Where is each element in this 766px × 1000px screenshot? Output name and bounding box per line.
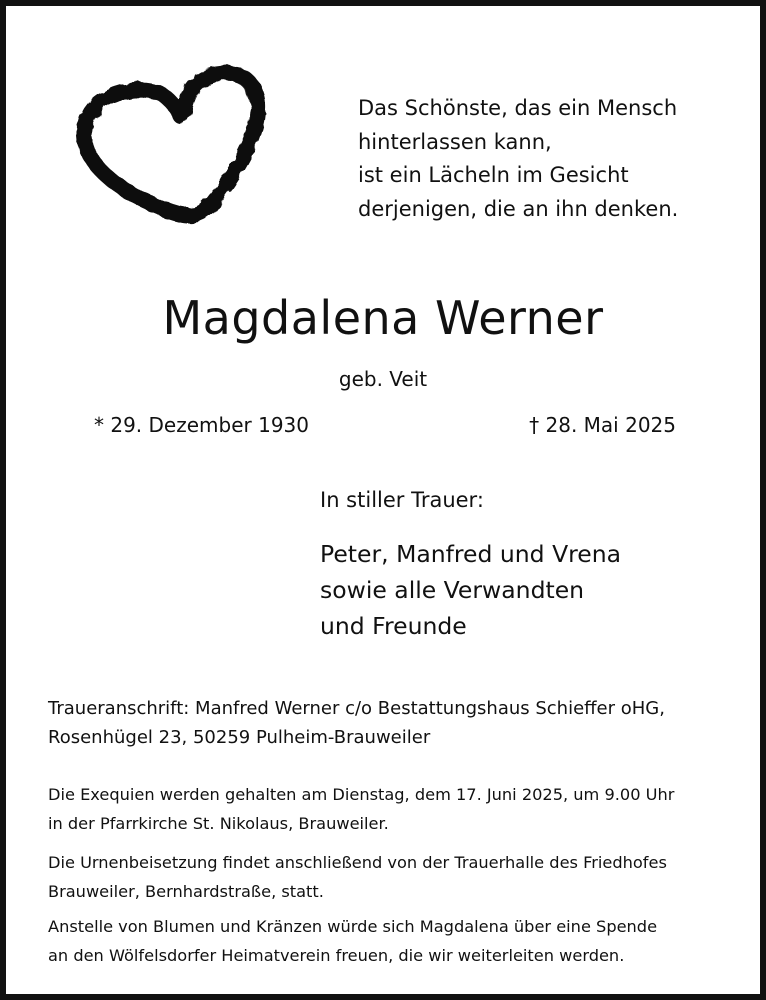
info-line: an den Wölfelsdorfer Heimatverein freuen, die wir weiterleiten werden.	[48, 946, 625, 965]
address-line: Traueranschrift: Manfred Werner c/o Bestattungshaus Schieffer oHG,	[48, 698, 665, 719]
death-date: † 28. Mai 2025	[529, 413, 676, 437]
mourners-list	[320, 536, 621, 644]
deceased-name: Magdalena Werner	[162, 291, 604, 345]
mourner-line: Peter, Manfred und Vrena	[320, 540, 622, 568]
poem-line: Das Schönste, das ein Mensch	[358, 96, 678, 120]
hand-drawn-heart-icon	[64, 58, 274, 233]
mourning-label: In stiller Trauer:	[320, 488, 484, 512]
mourner-line: sowie alle Verwandten	[320, 576, 585, 604]
poem-line: ist ein Lächeln im Gesicht	[358, 163, 629, 187]
address-line: Rosenhügel 23, 50259 Pulheim-Brauweiler	[48, 727, 431, 748]
mourner-line: und Freunde	[320, 612, 467, 640]
info-line: Brauweiler, Bernhardstraße, statt.	[48, 882, 324, 901]
poem	[358, 92, 718, 226]
birth-name: geb. Veit	[338, 367, 428, 391]
info-line: in der Pfarrkirche St. Nikolaus, Brauweiler.	[48, 814, 389, 833]
funeral-mass-info	[48, 780, 674, 838]
poem-line: derjenigen, die an ihn denken.	[358, 196, 679, 221]
info-line: Die Exequien werden gehalten am Dienstag, dem 17. Juni 2025, um 9.00 Uhr	[48, 785, 675, 804]
info-line: Anstelle von Blumen und Kränzen würde sich Magdalena über eine Spende	[48, 917, 658, 936]
info-line: Die Urnenbeisetzung findet anschließend von der Trauerhalle des Friedhofes	[48, 853, 667, 872]
mourning-address	[48, 694, 665, 752]
urn-burial-info	[48, 848, 667, 906]
poem-line: hinterlassen kann,	[358, 129, 552, 154]
donation-info	[48, 912, 657, 970]
birth-date: * 29. Dezember 1930	[94, 413, 309, 437]
